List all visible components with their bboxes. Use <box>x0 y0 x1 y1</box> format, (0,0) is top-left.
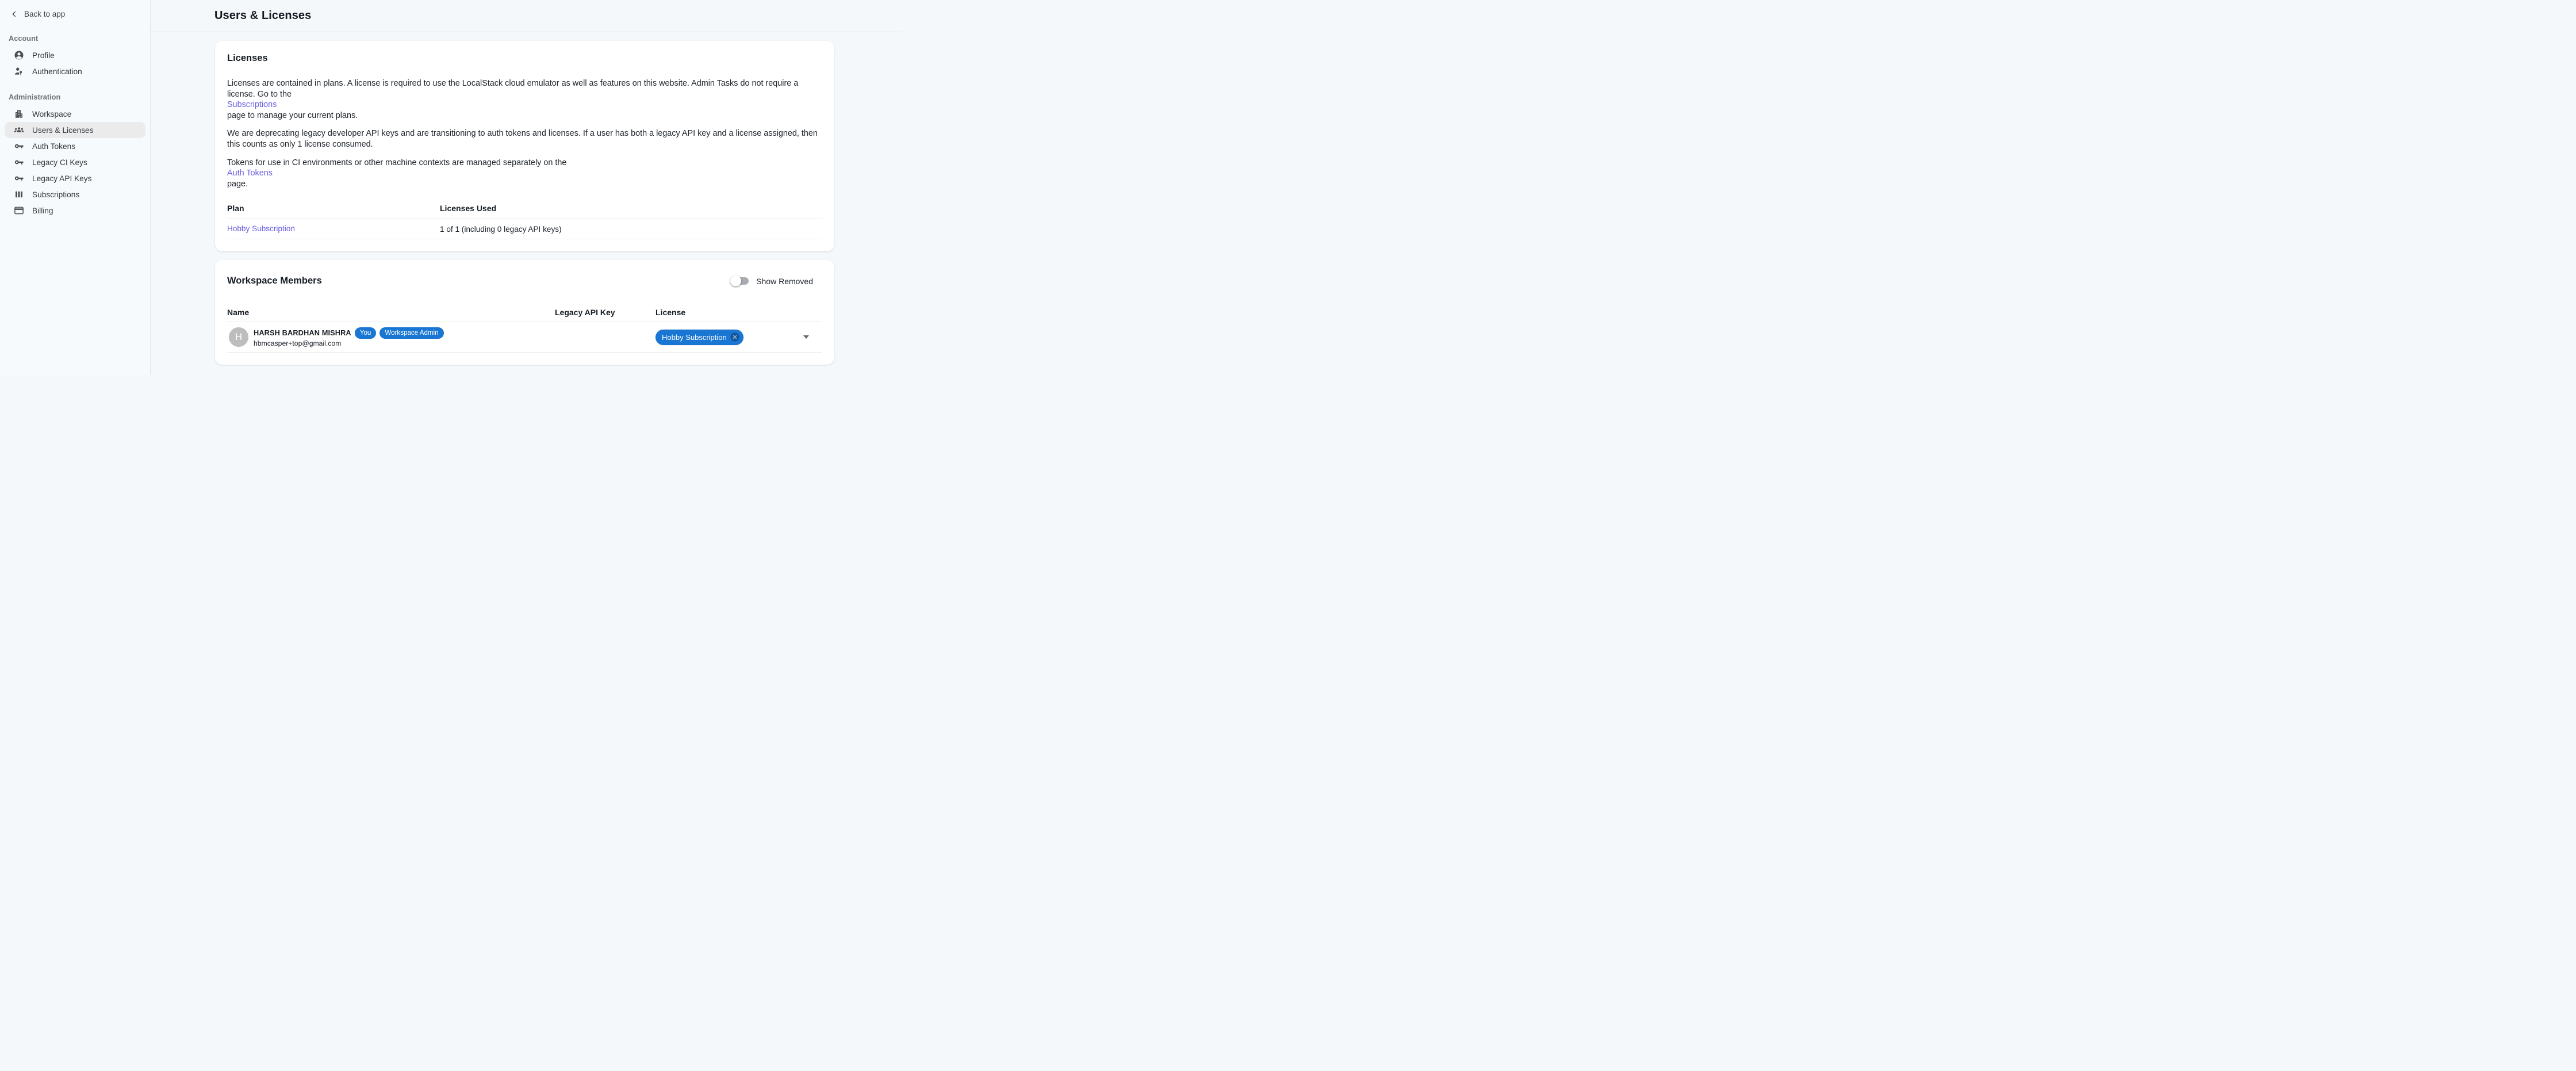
key-icon <box>14 157 24 167</box>
sidebar-item-billing[interactable] <box>5 202 145 219</box>
main-content <box>151 32 902 375</box>
key-icon <box>14 141 24 151</box>
show-removed-label: Show Removed <box>756 276 813 286</box>
building-icon <box>14 109 24 119</box>
avatar: H <box>229 327 248 347</box>
license-chip[interactable] <box>656 330 743 345</box>
member-email: hbmcasper+top@gmail.com <box>254 339 342 347</box>
topbar <box>151 0 902 32</box>
sidebar-item-subscriptions[interactable] <box>5 186 145 202</box>
plans-table <box>227 197 822 239</box>
subscriptions-link[interactable]: Subscriptions <box>227 100 277 110</box>
license-dropdown-caret-icon[interactable] <box>803 335 809 339</box>
show-removed-toggle-group <box>731 276 813 286</box>
sidebar-item-label: Auth Tokens <box>32 141 76 151</box>
sidebar-item-legacy-ci-keys[interactable] <box>5 154 145 170</box>
licenses-paragraph-1 <box>227 78 822 121</box>
credit-card-icon <box>14 205 24 216</box>
licenses-card-title: Licenses <box>227 53 268 63</box>
groups-icon <box>14 125 24 135</box>
license-cell <box>656 330 822 345</box>
key-icon <box>14 173 24 183</box>
sidebar-section-administration: Administration <box>9 93 61 101</box>
column-header-name: Name <box>227 307 250 317</box>
sidebar-item-label: Billing <box>32 206 53 215</box>
person-circle-icon <box>14 50 24 60</box>
you-badge: You <box>355 327 377 339</box>
sidebar-item-label: Subscriptions <box>32 190 80 199</box>
sidebar-item-label: Legacy API Keys <box>32 174 92 183</box>
sidebar-item-users-licenses[interactable] <box>5 122 145 138</box>
licenses-paragraph-1-text: Licenses are contained in plans. A license is required to use the LocalStack cloud emulator as well as features on this website. Admin Tasks do not require a license. Go to the <box>227 79 799 99</box>
licenses-used-value: 1 of 1 (including 0 legacy API keys) <box>440 224 562 234</box>
members-table <box>227 303 822 353</box>
column-header-license: License <box>656 307 686 317</box>
columns-icon <box>14 189 24 200</box>
licenses-paragraph-3 <box>227 158 822 190</box>
sidebar-item-label: Users & Licenses <box>32 125 94 135</box>
back-to-app-label: Back to app <box>24 10 66 18</box>
chip-delete-icon[interactable] <box>730 332 740 342</box>
back-to-app-button[interactable] <box>0 7 150 21</box>
sidebar-item-authentication[interactable] <box>5 63 145 79</box>
chevron-left-icon <box>10 10 18 18</box>
sidebar-item-workspace[interactable] <box>5 106 145 122</box>
sidebar-item-label: Authentication <box>32 67 82 76</box>
sidebar-item-profile[interactable] <box>5 47 145 63</box>
column-header-plan: Plan <box>227 203 244 213</box>
sidebar-item-label: Legacy CI Keys <box>32 158 87 167</box>
sidebar-item-auth-tokens[interactable] <box>5 138 145 154</box>
toggle-knob <box>730 276 741 286</box>
auth-tokens-link[interactable]: Auth Tokens <box>227 169 273 178</box>
hobby-subscription-link[interactable]: Hobby Subscription <box>227 224 295 234</box>
column-header-legacy-api-key: Legacy API Key <box>555 307 615 317</box>
sidebar-item-label: Profile <box>32 51 55 60</box>
workspace-members-card <box>215 260 834 365</box>
sidebar-item-legacy-api-keys[interactable] <box>5 170 145 186</box>
column-header-licenses-used: Licenses Used <box>440 203 497 213</box>
person-key-icon <box>14 66 24 76</box>
member-name: HARSH BARDHAN MISHRA <box>254 328 351 338</box>
table-row <box>227 219 822 239</box>
page-title: Users & Licenses <box>214 9 312 22</box>
show-removed-toggle[interactable] <box>731 276 750 286</box>
sidebar-section-account: Account <box>9 34 39 43</box>
licenses-paragraph-1-after: page to manage your current plans. <box>227 110 358 120</box>
licenses-paragraph-2: We are deprecating legacy developer API keys and are transitioning to auth tokens and licenses. If a user has both a legacy API key and a license assigned, then this counts as only 1 license consumed. <box>227 129 818 149</box>
sidebar-item-label: Workspace <box>32 109 72 118</box>
licenses-paragraph-3-text: Tokens for use in CI environments or other machine contexts are managed separately on the <box>227 158 567 167</box>
workspace-members-title: Workspace Members <box>227 276 322 286</box>
licenses-paragraph-3-after: page. <box>227 179 248 189</box>
workspace-admin-badge: Workspace Admin <box>379 327 443 339</box>
license-chip-label: Hobby Subscription <box>662 332 727 342</box>
licenses-card <box>215 41 834 251</box>
app-root <box>0 0 902 375</box>
table-row <box>227 322 822 353</box>
sidebar <box>0 0 151 375</box>
